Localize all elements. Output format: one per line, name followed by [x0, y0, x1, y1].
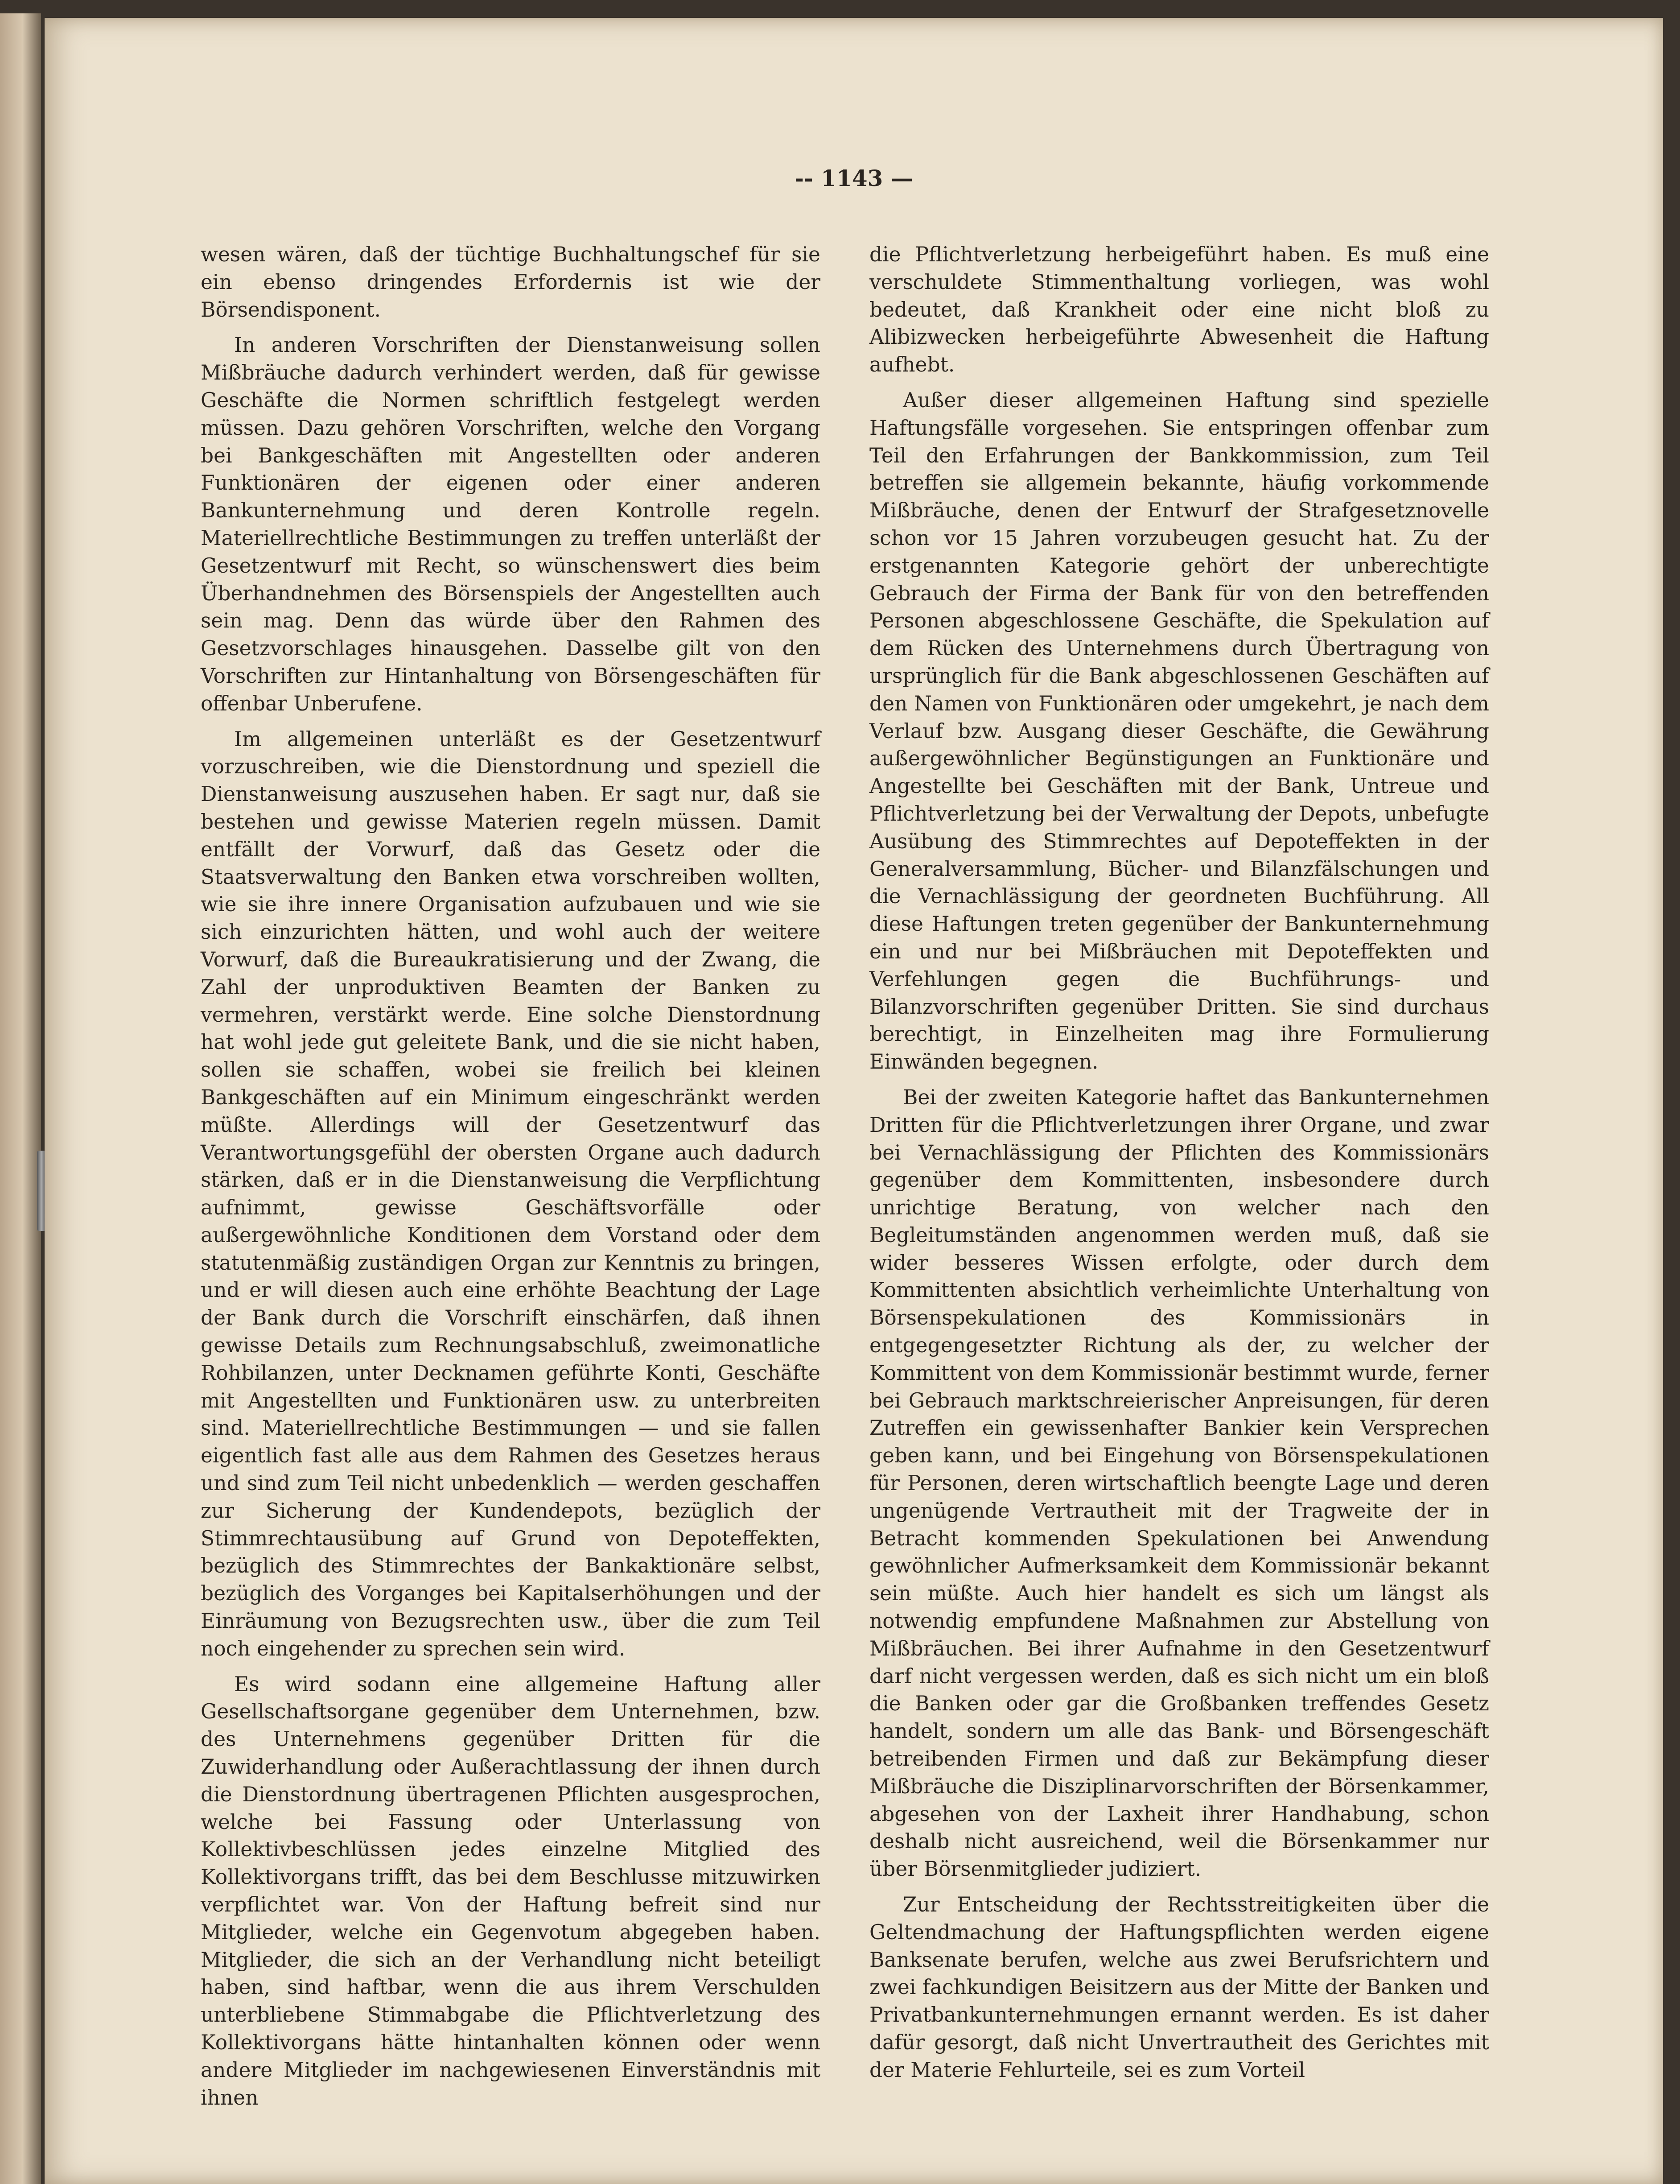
paragraph: Es wird sodann eine allgemeine Haftung aller Gesellschaftsorgane gegenüber dem Unternehmen, bzw. des Unternehmens gegenüber Dritten für die Zuwiderhandlung oder Außerachtlassung der ihnen durch die Dienstordnung übertragenen Pflichten ausgesprochen, welche bei Fassung oder Unterlassung von Kollektivbeschlüssen jedes einzelne Mitglied des Kollektivorgans trifft, das bei dem Beschlusse mitzuwirken verpflichtet war. Von der Haftung befreit sind nur Mitglieder, welche ein Gegenvotum abgegeben haben. Mitglieder, die sich an der Verhandlung nicht beteiligt haben, sind haftbar, wenn die aus ihrem Verschulden unterbliebene Stimmabgabe die Pflichtverletzung des Kollektivorgans hätte hintanhalten können oder wenn andere Mitglieder im nachgewiesenen Einverständnis mit ihnen [201, 1672, 820, 2110]
paragraph: die Pflichtverletzung herbeigeführt haben. Es muß eine verschuldete Stimmenthaltung vorliegen, was wohl bedeutet, daß Krankheit oder eine nicht bloß zu Alibizwecken herbeigeführte Abwesenheit die Haftung aufhebt. [869, 243, 1489, 377]
paragraph: Außer dieser allgemeinen Haftung sind spezielle Haftungsfälle vorgesehen. Sie entspringen offenbar zum Teil den Erfahrungen der Bankkommission, zum Teil betreffen sie allgemein bekannte, häufig vorkommende Mißbräuche, denen der Entwurf der Strafgesetznovelle schon vor 15 Jahren vorzubeugen gesucht hat. Zu der erstgenannten Kategorie gehört der unberechtigte Gebrauch der Firma der Bank für von den betreffenden Personen abgeschlossene Geschäfte, die Spekulation auf dem Rücken des Unternehmens durch Übertragung von ursprünglich für die Bank abgeschlossenen Geschäften auf den Namen von Funktionären oder umgekehrt, je nach dem Verlauf bzw. Ausgang dieser Geschäfte, die Gewährung außergewöhnlicher Begünstigungen an Funktionäre und Angestellte bei Geschäften mit der Bank, Untreue und Pflichtverletzung bei der Verwaltung der Depots, unbefugte Ausübung des Stimmrechtes auf Depoteffekten in der Generalversammlung, Bücher- und Bilanzfälschungen und die Vernachlässigung der geordneten Buchführung. All diese Haftungen treten gegenüber der Bankunternehmung ein und nur bei Mißbräuchen mit Depoteffekten und Verfehlungen gegen die Buchführungs- und Bilanzvorschriften gegenüber Dritten. Sie sind durchaus berechtigt, in Einzelheiten mag ihre Formulierung Einwänden begegnen. [869, 388, 1489, 1074]
page-number: -- 1143 — [795, 165, 913, 191]
left-column [201, 241, 820, 2119]
paragraph: Zur Entscheidung der Rechtsstreitigkeiten über die Geltendmachung der Haftungspflichten werden eigene Banksenate berufen, welche aus zwei Berufsrichtern und zwei fachkundigen Beisitzern aus der Mitte der Banken und Privatbankunternehmungen ernannt werden. Es ist daher dafür gesorgt, daß nicht Unvertrautheit des Gerichtes mit der Materie Fehlurteile, sei es zum Vorteil [869, 1893, 1489, 2082]
right-column [869, 241, 1489, 2092]
paragraph: wesen wären, daß der tüchtige Buchhaltungschef für sie ein ebenso dringendes Erfordernis ist wie der Börsendisponent. [201, 243, 820, 322]
document-page [45, 18, 1663, 2184]
paragraph: In anderen Vorschriften der Dienstanweisung sollen Mißbräuche dadurch verhindert werden, daß für gewisse Geschäfte die Normen schriftlich festgelegt werden müssen. Dazu gehören Vorschriften, welche den Vorgang bei Bankgeschäften mit Angestellten oder anderen Funktionären der eigenen oder einer anderen Bankunternehmung und deren Kontrolle regeln. Materiellrechtliche Bestimmungen zu treffen unterläßt der Gesetzentwurf mit Recht, so wünschenswert dies beim Überhandnehmen des Börsenspiels der Angestellten auch sein mag. Denn das würde über den Rahmen des Gesetzvorschlages hinausgehen. Dasselbe gilt von den Vorschriften zur Hintanhaltung von Börsengeschäften für offenbar Unberufene. [201, 333, 820, 715]
paragraph: Im allgemeinen unterläßt es der Gesetzentwurf vorzuschreiben, wie die Dienstordnung und speziell die Dienstanweisung auszusehen haben. Er sagt nur, daß sie bestehen und gewisse Materien regeln müssen. Damit entfällt der Vorwurf, daß das Gesetz oder die Staatsverwaltung den Banken etwa vorschreiben wollten, wie sie ihre innere Organisation aufzubauen und wie sie sich einzurichten hätten, und wohl auch der weitere Vorwurf, daß die Bureaukratisierung und der Zwang, die Zahl der unproduktiven Beamten der Banken zu vermehren, verstärkt werde. Eine solche Dienstordnung hat wohl jede gut geleitete Bank, und die sie nicht haben, sollen sie schaffen, wobei sie freilich bei kleinen Bankgeschäften auf ein Minimum eingeschränkt werden müßte. Allerdings will der Gesetzentwurf das Verantwortungsgefühl der obersten Organe auch dadurch stärken, daß er in die Dienstanweisung die Verpflichtung aufnimmt, gewisse Geschäftsvorfälle oder außergewöhnliche Konditionen dem Vorstand oder dem statutenmäßig zuständigen Organ zur Kenntnis zu bringen, und er will diesen auch eine erhöhte Beachtung der Lage der Bank durch die Vorschrift einschärfen, daß ihnen gewisse Details zum Rechnungsabschluß, zweimonatliche Rohbilanzen, unter Decknamen geführte Konti, Geschäfte mit Angestellten und Funktionären usw. zu unterbreiten sind. Materiellrechtliche Bestimmungen — und sie fallen eigentlich fast alle aus dem Rahmen des Gesetzes heraus und sind zum Teil nicht unbedenklich — werden geschaffen zur Sicherung der Kundendepots, bezüglich der Stimmrechtausübung auf Grund von Depoteffekten, bezüglich des Stimmrechtes der Bankaktionäre selbst, bezüglich des Vorganges bei Kapitalserhöhungen und der Einräumung von Bezugsrechten usw., über die zum Teil noch eingehender zu sprechen sein wird. [201, 727, 820, 1660]
paragraph: Bei der zweiten Kategorie haftet das Bankunternehmen Dritten für die Pflichtverletzungen ihrer Organe, und zwar bei Vernachlässigung der Pflichten des Kommissionärs gegenüber dem Kommittenten, insbesondere durch unrichtige Beratung, von welcher nach den Begleitumständen angenommen werden muß, daß sie wider besseres Wissen erfolgte, oder durch dem Kommittenten absichtlich verheimlichte Unterhaltung von Börsenspekulationen des Kommissionärs in entgegengesetzter Richtung als der, zu welcher der Kommittent von dem Kommissionär bestimmt wurde, ferner bei Gebrauch marktschreierischer Anpreisungen, für deren Zutreffen ein gewissenhafter Bankier kein Versprechen geben kann, und bei Eingehung von Börsenspekulationen für Personen, deren wirtschaftlich beengte Lage und deren ungenügende Vertrautheit mit der Tragweite der in Betracht kommenden Spekulationen bei Anwendung gewöhnlicher Aufmerksamkeit dem Kommissionär bekannt sein müßte. Auch hier handelt es sich um längst als notwendig empfundene Maßnahmen zur Abstellung von Mißbräuchen. Bei ihrer Aufnahme in den Gesetzentwurf darf nicht vergessen werden, daß es sich nicht um ein bloß die Banken oder gar die Großbanken treffendes Gesetz handelt, sondern um alle das Bank- und Börsengeschäft betreibenden Firmen und daß zur Bekämpfung dieser Mißbräuche die Disziplinarvorschriften der Börsenkammer, abgesehen von der Laxheit ihrer Handhabung, schon deshalb nicht ausreichend, weil die Börsenkammer nur über Börsenmitglieder judiziert. [869, 1085, 1489, 1881]
previous-page-edge [0, 13, 41, 2184]
